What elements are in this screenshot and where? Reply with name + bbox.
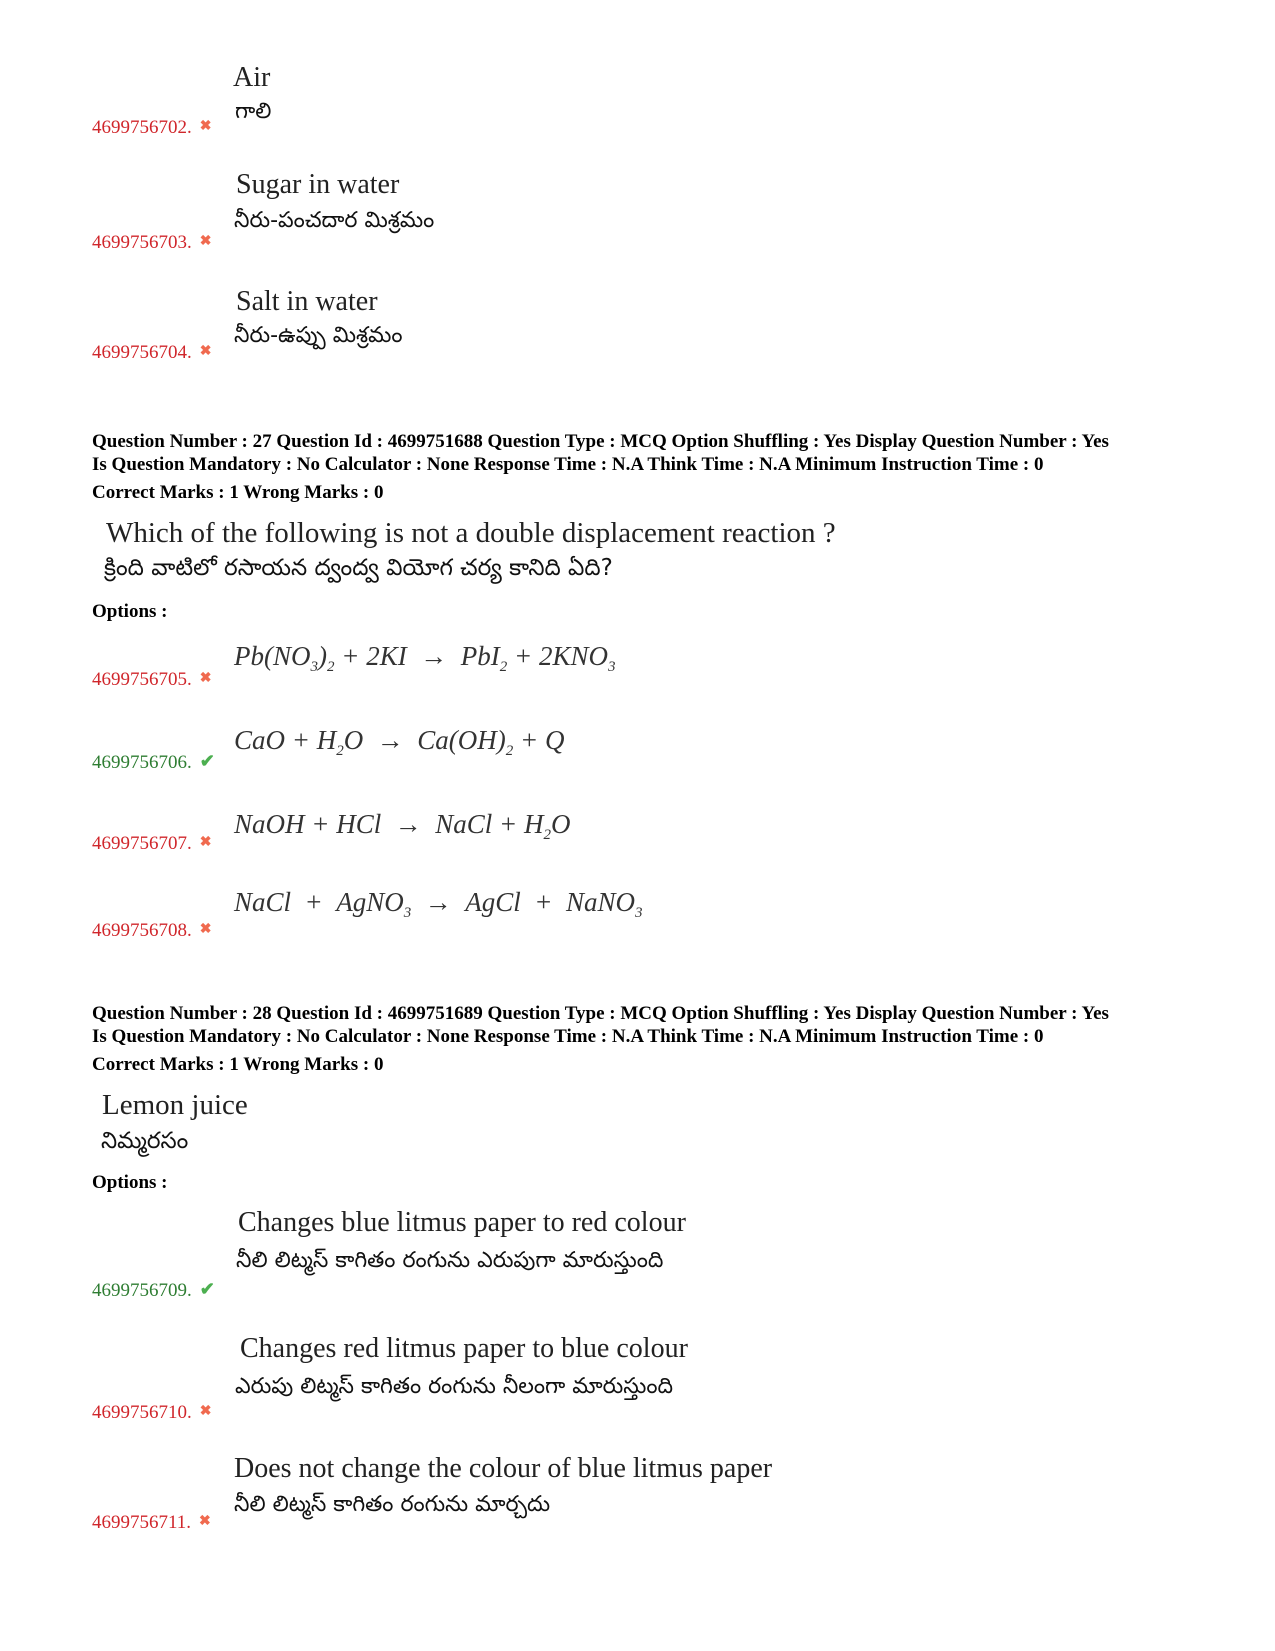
question-marks: Correct Marks : 1 Wrong Marks : 0 — [92, 482, 384, 503]
question-meta-line: Question Number : 28 Question Id : 4699751689 Question Type : MCQ Option Shuffling : Yes Display Question Number : Yes — [92, 1003, 1109, 1024]
question-meta-line: Question Number : 27 Question Id : 4699751688 Question Type : MCQ Option Shuffling : Yes Display Question Number : Yes — [92, 431, 1109, 452]
option-id-text: 4699756703. — [92, 232, 192, 253]
question-text-en: Which of the following is not a double displacement reaction ? — [106, 517, 836, 549]
option-text-te: నీలి లిట్మస్ కాగితం రంగును ఎరుపుగా మారుస్తుంది — [236, 1248, 664, 1273]
option-id — [92, 920, 211, 941]
option-text-te: నీరు-పంచదార మిశ్రమం — [234, 208, 435, 233]
option-id — [92, 1402, 211, 1423]
option-id — [92, 1279, 215, 1301]
option-text-en: Sugar in water — [236, 169, 400, 200]
option-id-text: 4699756708. — [92, 920, 192, 941]
option-text-en: Air — [233, 62, 271, 93]
option-id-text: 4699756707. — [92, 833, 192, 854]
formula-option: CaO + $H_2O \to Ca(OH)_2 + Q$ — [234, 725, 565, 759]
cross-icon: ✖ — [199, 119, 212, 134]
option-text-te: నీరు-ఉప్పు మిశ్రమం — [234, 323, 403, 348]
options-label: Options : — [92, 1172, 168, 1193]
option-id-text: 4699756709. — [92, 1280, 192, 1301]
option-id — [92, 833, 211, 854]
option-text-en: Salt in water — [236, 286, 378, 317]
formula-option: NaOH + HCl → NaCl + $H_2O$ — [234, 809, 571, 843]
question-meta-line: Is Question Mandatory : No Calculator : None Response Time : N.A Think Time : N.A Minimum Instruction Time : 0 — [92, 454, 1044, 475]
cross-icon: ✖ — [199, 234, 212, 249]
option-id — [92, 232, 211, 253]
option-id — [92, 342, 211, 363]
option-text-en: Does not change the colour of blue litmus paper — [234, 1453, 773, 1484]
option-id-text: 4699756710. — [92, 1402, 192, 1423]
question-text-te: నిమ్మరసం — [101, 1128, 189, 1154]
option-id-text: 4699756704. — [92, 342, 192, 363]
cross-icon: ✖ — [199, 835, 212, 850]
option-text-te: గాలి — [235, 99, 272, 124]
option-text-te: నీలి లిట్మస్ కాగితం రంగును మార్చదు — [234, 1492, 551, 1517]
option-id — [92, 117, 211, 138]
question-marks: Correct Marks : 1 Wrong Marks : 0 — [92, 1054, 384, 1075]
option-id — [92, 1512, 211, 1533]
formula-option: $Pb(NO_3)_2 + 2KI \to PbI_2 + 2KNO_3$ — [234, 641, 616, 675]
option-id — [92, 751, 215, 773]
cross-icon: ✖ — [199, 671, 212, 686]
option-id-text: 4699756702. — [92, 117, 192, 138]
option-id-text: 4699756711. — [92, 1512, 192, 1533]
option-id-text: 4699756705. — [92, 669, 192, 690]
cross-icon: ✖ — [199, 344, 212, 359]
option-text-te: ఎరుపు లిట్మస్ కాగితం రంగును నీలంగా మారుస్తుంది — [235, 1374, 674, 1399]
options-label: Options : — [92, 601, 168, 622]
cross-icon: ✖ — [199, 922, 212, 937]
check-icon: ✔ — [199, 751, 215, 771]
question-meta-line: Is Question Mandatory : No Calculator : None Response Time : N.A Think Time : N.A Minimum Instruction Time : 0 — [92, 1026, 1044, 1047]
cross-icon: ✖ — [199, 1404, 212, 1419]
formula-option: NaCl + AgNO$_3$ → AgCl + NaNO$_3$ — [234, 887, 643, 921]
cross-icon: ✖ — [199, 1514, 211, 1529]
question-text-te: క్రింది వాటిలో రసాయన ద్వంద్వ వియోగ చర్య కానిది ఏది? — [104, 555, 613, 581]
question-text-en: Lemon juice — [102, 1089, 248, 1121]
option-id — [92, 669, 211, 690]
option-text-en: Changes blue litmus paper to red colour — [238, 1207, 686, 1238]
check-icon: ✔ — [199, 1279, 215, 1299]
option-text-en: Changes red litmus paper to blue colour — [240, 1333, 688, 1364]
option-id-text: 4699756706. — [92, 752, 192, 773]
